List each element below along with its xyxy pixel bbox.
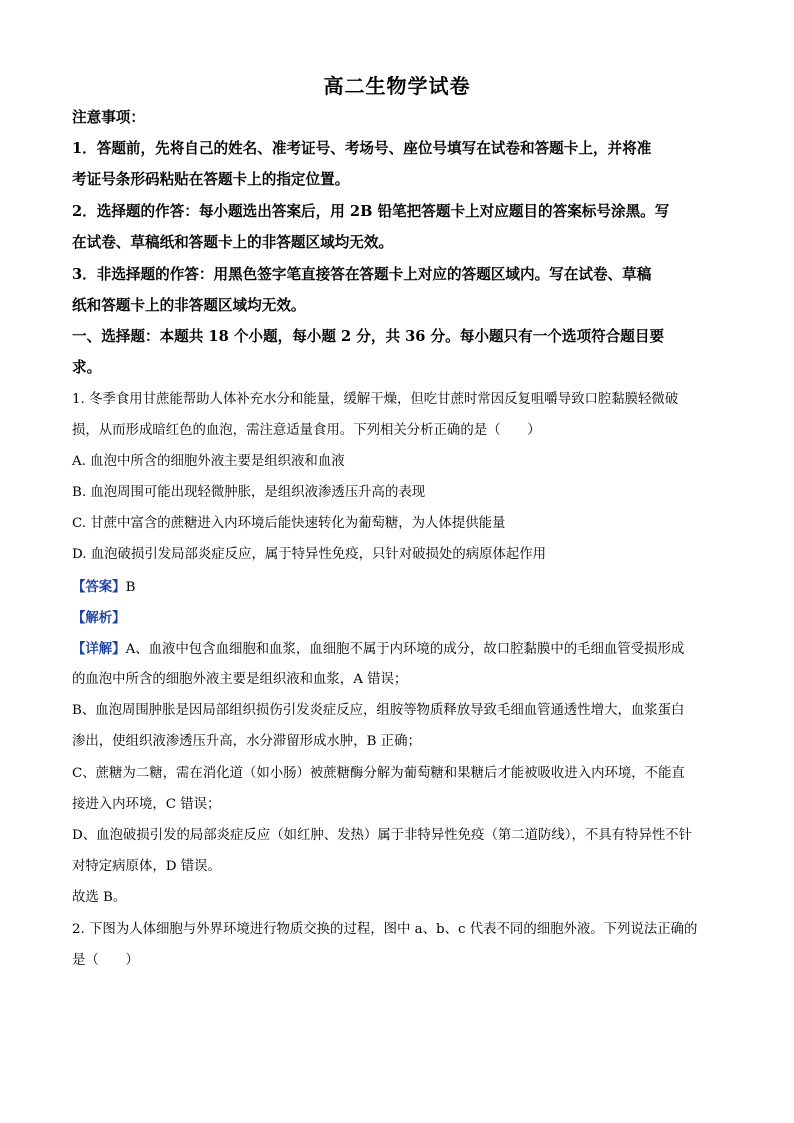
notice-item-1-line-2: 考证号条形码粘贴在答题卡上的指定位置。	[72, 171, 350, 188]
q1-detail-c-line-1: C、蔗糖为二糖，需在消化道（如小肠）被蔗糖酶分解为葡萄糖和果糖后才能被吸收进入内环境，不能直	[72, 766, 685, 781]
notice-heading: 注意事项：	[72, 109, 145, 126]
answer-value: B	[125, 580, 136, 595]
detail-a-text: A、血液中包含血细胞和血浆，血细胞不属于内环境的成分，故口腔黏膜中的毛细血管受损形成	[125, 642, 685, 657]
notice-item-1-line-1: 1．答题前，先将自己的姓名、准考证号、考场号、座位号填写在试卷和答题卡上，并将准	[72, 140, 652, 157]
notice-item-3-line-1: 3．非选择题的作答：用黑色签字笔直接答在答题卡上对应的答题区域内。写在试卷、草稿	[72, 266, 652, 283]
answer-tag: 【答案】	[72, 579, 126, 595]
q1-detail-b-line-2: 渗出，使组织液渗透压升高，水分滞留形成水肿，B 正确；	[72, 734, 421, 749]
q1-option-c: C. 甘蔗中富含的蔗糖进入内环境后能快速转化为葡萄糖，为人体提供能量	[72, 516, 506, 531]
q1-option-a: A. 血泡中所含的细胞外液主要是组织液和血液	[72, 454, 345, 469]
q1-option-d: D. 血泡破损引发局部炎症反应，属于特异性免疫，只针对破损处的病原体起作用	[72, 547, 547, 562]
q1-detail-d-line-1: D、血泡破损引发的局部炎症反应（如红肿、发热）属于非特异性免疫（第二道防线），不具有特异性不针	[72, 828, 693, 843]
page-title: 高二生物学试卷	[323, 74, 471, 98]
detail-tag: 【详解】	[72, 641, 126, 657]
q1-option-b: B. 血泡周围可能出现轻微肿胀，是组织液渗透压升高的表现	[72, 485, 426, 500]
notice-item-2-line-1: 2．选择题的作答：每小题选出答案后，用 2B 铅笔把答题卡上对应题目的答案标号涂黑。写	[72, 203, 670, 220]
section-heading-line-1: 一、选择题：本题共 18 个小题，每小题 2 分，共 36 分。每小题只有一个选项符合题目要	[72, 328, 665, 345]
analysis-tag: 【解析】	[72, 610, 126, 626]
section-heading-line-2: 求。	[72, 359, 102, 376]
q1-detail-b-line-1: B、血泡周围肿胀是因局部组织损伤引发炎症反应，组胺等物质释放导致毛细血管通透性增大，血浆蛋白	[72, 703, 685, 718]
q2-stem-line-1: 2. 下图为人体细胞与外界环境进行物质交换的过程，图中 a、b、c 代表不同的细胞外液。下列说法正确的	[72, 922, 698, 937]
q1-detail-a-line-2: 的血泡中所含的细胞外液主要是组织液和血浆，A 错误；	[72, 672, 408, 687]
q1-stem-line-1: 1. 冬季食用甘蔗能帮助人体补充水分和能量，缓解干燥，但吃甘蔗时常因反复咀嚼导致口腔黏膜轻微破	[72, 392, 679, 407]
q1-answer	[72, 577, 732, 598]
q1-detail-a-line-1	[72, 639, 732, 660]
q2-stem-line-2: 是（ ）	[72, 953, 139, 968]
q1-analysis	[72, 608, 732, 629]
q1-detail-d-line-2: 对特定病原体，D 错误。	[72, 859, 221, 874]
q1-conclusion: 故选 B。	[72, 890, 127, 905]
q1-detail-c-line-2: 接进入内环境，C 错误；	[72, 797, 221, 812]
notice-item-3-line-2: 纸和答题卡上的非答题区域均无效。	[72, 297, 306, 314]
q1-stem-line-2: 损，从而形成暗红色的血泡，需注意适量食用。下列相关分析正确的是（ ）	[72, 423, 541, 438]
notice-item-2-line-2: 在试卷、草稿纸和答题卡上的非答题区域均无效。	[72, 234, 394, 251]
